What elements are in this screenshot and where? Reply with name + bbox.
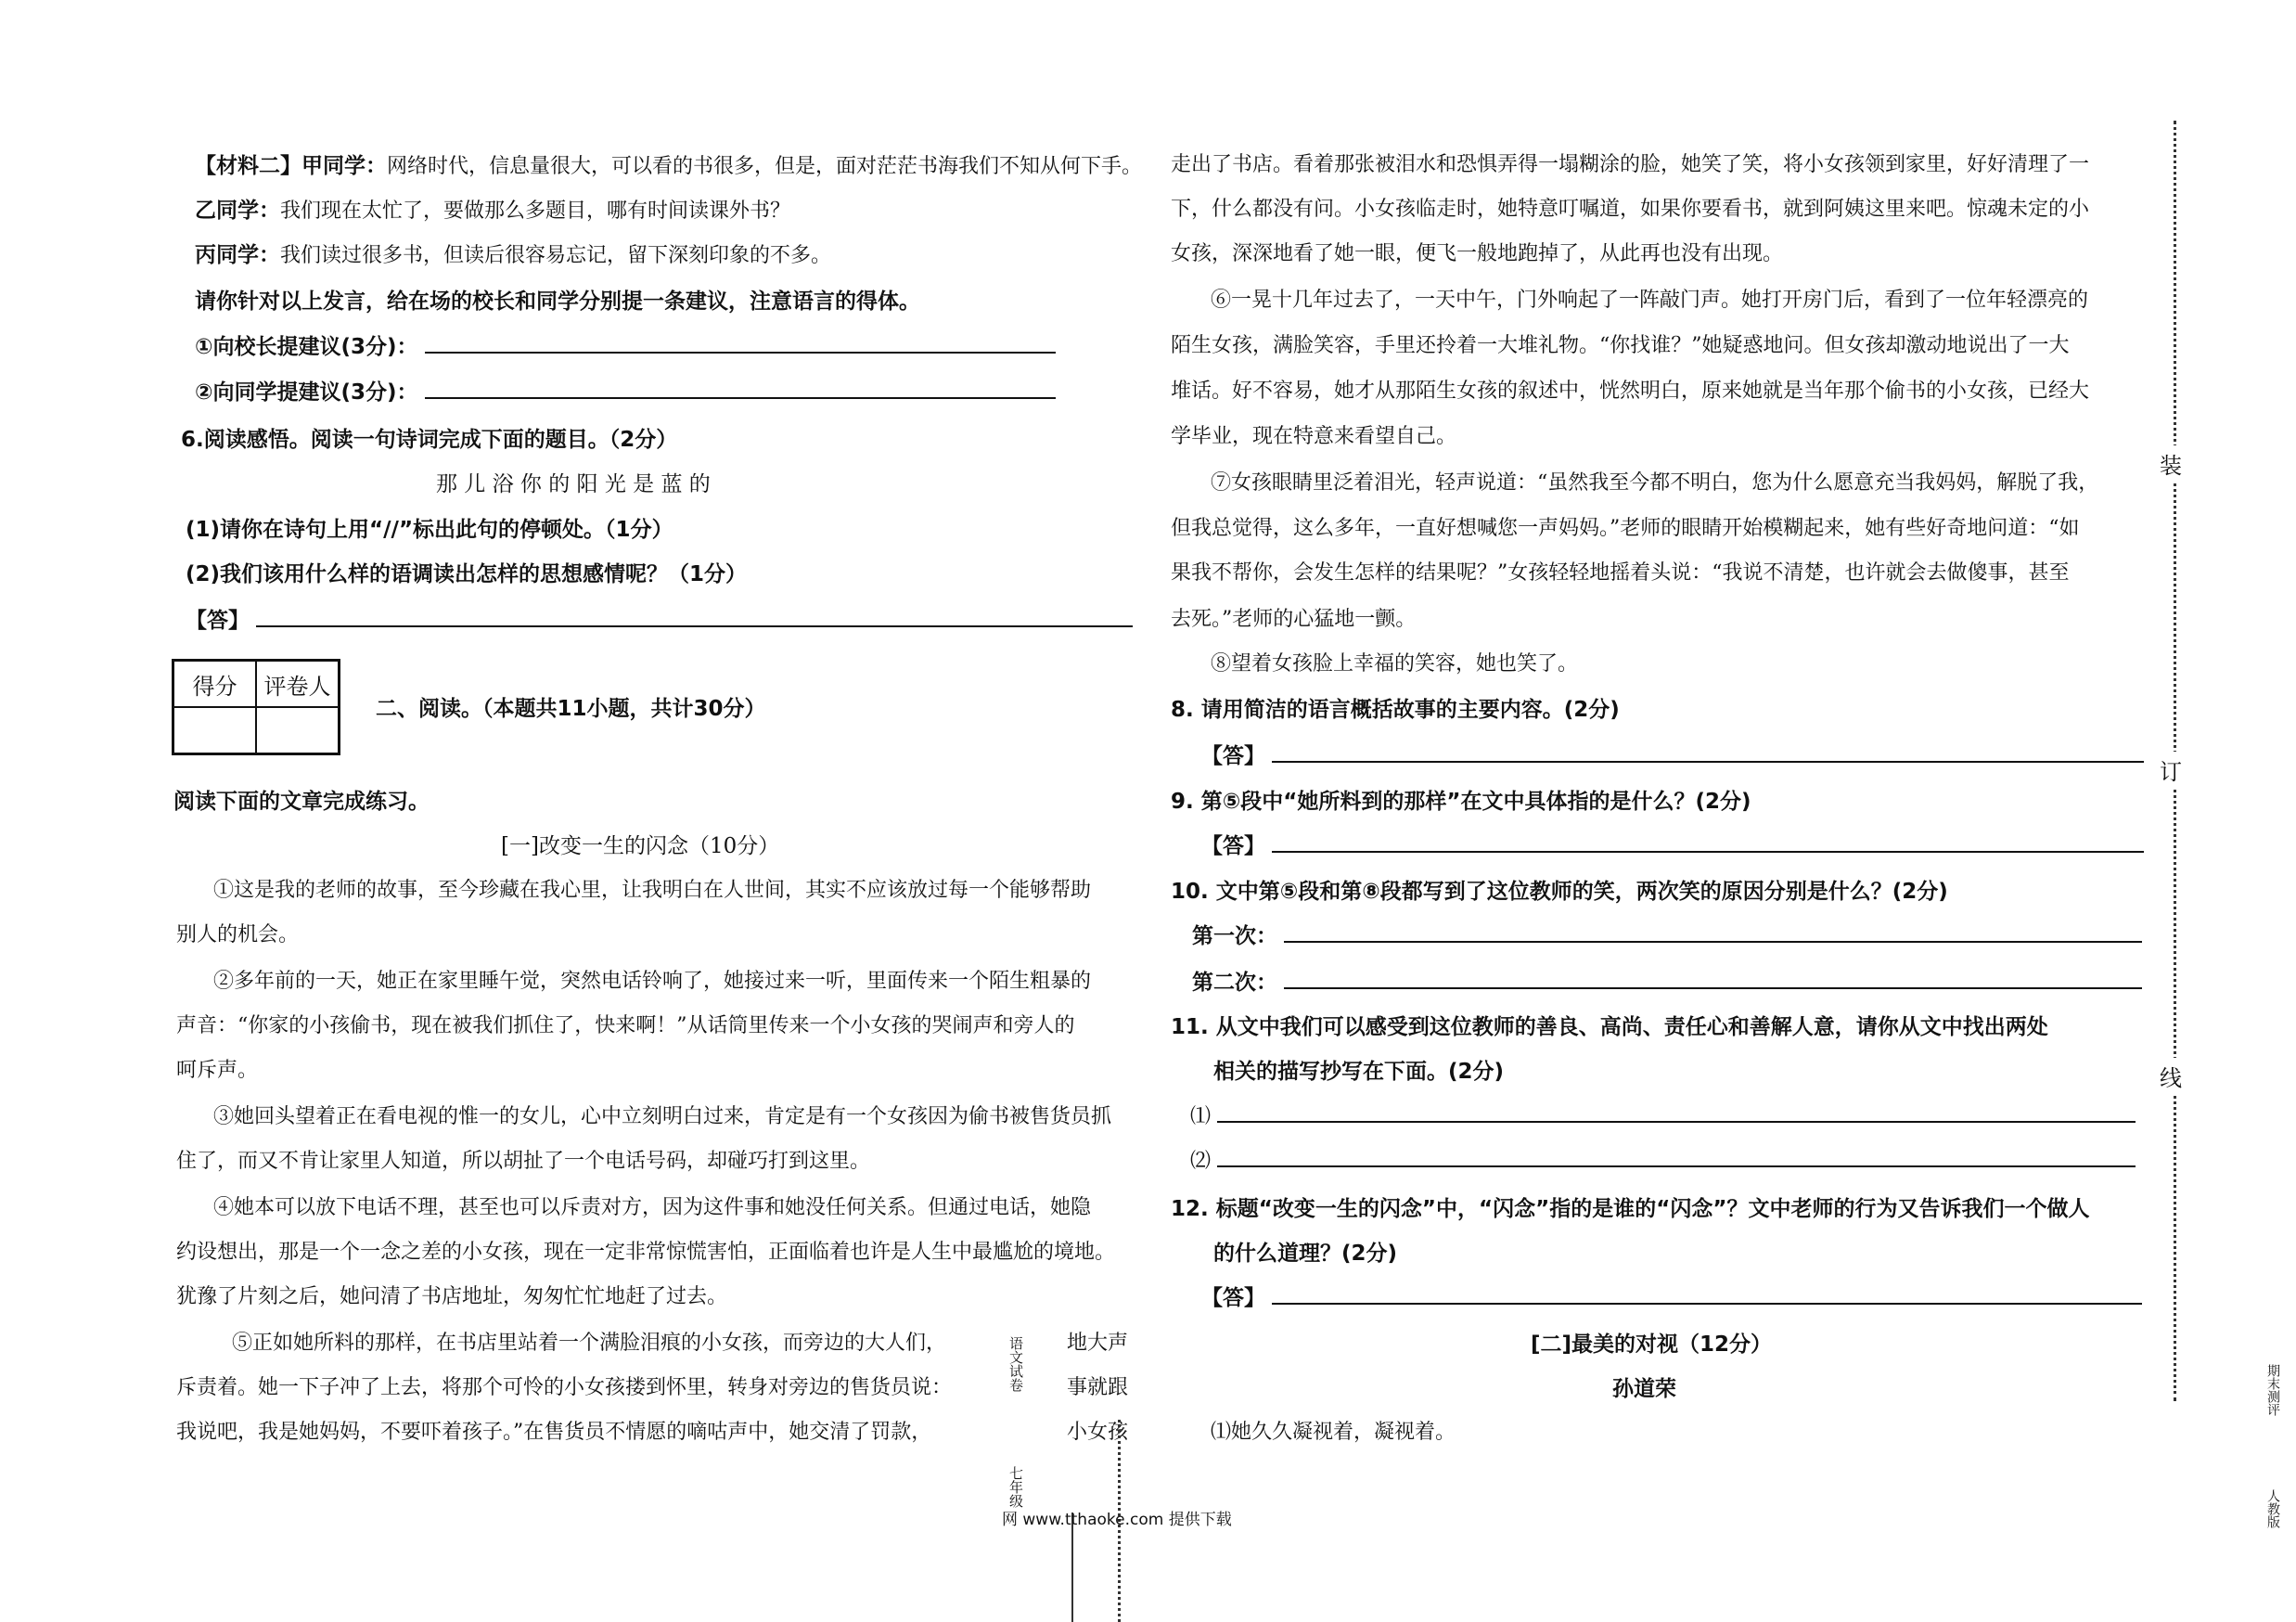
- classmates-suggestion-label: ②向同学提建议(3分)：: [195, 380, 418, 405]
- q6-part2: (2)我们该用什么样的语调读出怎样的思想感情呢？（1分）: [186, 562, 748, 586]
- passage1-title: [一]改变一生的闪念（10分）: [501, 834, 780, 858]
- answer-label: 【答】: [186, 609, 250, 633]
- p5-line3b: 小女孩: [1067, 1421, 1129, 1444]
- principal-suggestion-blank[interactable]: [425, 335, 1056, 354]
- passage2-title: [二]最美的对视（12分）: [1531, 1332, 1773, 1357]
- p5-line2b: 事就跟: [1067, 1376, 1129, 1399]
- exam-type-label: 期末测评: [2265, 1364, 2280, 1416]
- item1-label: ⑴: [1190, 1105, 1212, 1128]
- p5-line1b: 地大声: [1067, 1332, 1129, 1355]
- material2-jia-text: 网络时代，信息量很大，可以看的书很多，但是，面对茫茫书海我们不知从何下手。: [387, 155, 1143, 178]
- p6-line2: 陌生女孩，满脸笑容，手里还拎着一大堆礼物。“你找谁？”她疑惑地问。但女孩却激动地说出了一大: [1171, 334, 2070, 357]
- q9-answer-blank[interactable]: [1272, 834, 2144, 853]
- binding-char-ding: 订: [2160, 752, 2182, 788]
- yi-text: 我们现在太忙了，要做那么多题目，哪有时间读课外书？: [280, 200, 791, 223]
- r-line1: 走出了书店。看着那张被泪水和恐惧弄得一塌糊涂的脸，她笑了笑，将小女孩领到家里，好好清理了一: [1171, 153, 2090, 176]
- q11-line2: 相关的描写抄写在下面。(2分): [1213, 1060, 1505, 1084]
- p7-line4: 去死。”老师的心猛地一颤。: [1171, 608, 1417, 631]
- item1-blank[interactable]: [1217, 1104, 2136, 1123]
- p8-line: ⑧望着女孩脸上幸福的笑容，她也笑了。: [1211, 652, 1579, 676]
- bing-line: [195, 238, 831, 268]
- q9-answer-label: 【答】: [1201, 834, 1265, 858]
- item2-label: ⑵: [1190, 1150, 1212, 1173]
- q8-title: 8. 请用简洁的语言概括故事的主要内容。(2分): [1171, 698, 1620, 722]
- bing-label: 丙同学：: [195, 243, 280, 267]
- instruction: 请你针对以上发言，给在场的校长和同学分别提一条建议，注意语言的得体。: [195, 290, 920, 314]
- q12-line2: 的什么道理？(2分): [1213, 1242, 1398, 1266]
- second-time-label: 第二次：: [1192, 971, 1277, 995]
- p2-line3: 呵斥声。: [176, 1059, 259, 1082]
- edition-label: 人教版: [2265, 1489, 2280, 1528]
- q8-answer-row: [1201, 739, 2144, 769]
- vertical-subject-label: 语文试卷: [1007, 1336, 1024, 1392]
- p3-line2: 住了，而又不肯让家里人知道，所以胡扯了一个电话号码，却碰巧打到这里。: [176, 1150, 871, 1173]
- p6-line4: 学毕业，现在特意来看望自己。: [1171, 425, 1457, 448]
- binding-char-xian: 线: [2160, 1058, 2182, 1094]
- p6-line3: 堆话。好不容易，她才从那陌生女孩的叙述中，恍然明白，原来她就是当年那个偷书的小女孩，已经大: [1171, 380, 2090, 403]
- grader-cell[interactable]: [256, 707, 340, 754]
- download-footer: 网 www.tthaoke.com 提供下载: [1002, 1511, 1232, 1529]
- classmates-suggestion-row: [195, 375, 1056, 406]
- q8-answer-blank[interactable]: [1272, 744, 2144, 763]
- q11-item1-row: [1190, 1101, 2136, 1129]
- q12-answer-label: 【答】: [1201, 1286, 1265, 1310]
- first-time-label: 第一次：: [1192, 924, 1277, 948]
- material2-line: [195, 148, 1142, 179]
- p6-line1: ⑥一晃十几年过去了，一天中午，门外响起了一阵敲门声。她打开房门后，看到了一位年轻漂亮的: [1211, 289, 2089, 312]
- q10-first-row: [1192, 919, 2142, 949]
- material2-label: 【材料二】甲同学：: [195, 154, 387, 178]
- binding-char-zhuang: 装: [2160, 445, 2182, 482]
- q6-answer-row: [186, 603, 1133, 634]
- vertical-grade-label: 七年级: [1007, 1466, 1024, 1508]
- score-table: [172, 659, 340, 755]
- p5-line3a: 我说吧，我是她妈妈，不要吓着孩子。”在售货员不情愿的嘀咕声中，她交清了罚款，: [176, 1421, 932, 1444]
- score-cell[interactable]: [173, 707, 257, 754]
- principal-suggestion-label: ①向校长提建议(3分)：: [195, 335, 418, 359]
- first-time-blank[interactable]: [1284, 924, 2142, 943]
- p4-line1: ④她本可以放下电话不理，甚至也可以斥责对方，因为这件事和她没任何关系。但通过电话，她隐: [213, 1196, 1092, 1219]
- p2-line1: ②多年前的一天，她正在家里睡午觉，突然电话铃响了，她接过来一听，里面传来一个陌生粗暴的: [213, 970, 1092, 993]
- yi-line: [195, 193, 790, 224]
- p7-line3: 果我不帮你，会发生怎样的结果呢？”女孩轻轻地摇着头说：“我说不清楚，也许就会去做傻事，甚至: [1171, 561, 2070, 585]
- p2-line2: 声音：“你家的小孩偷书，现在被我们抓住了，快来啊！”从话筒里传来一个小女孩的哭闹声和旁人的: [176, 1014, 1075, 1037]
- q6-title: 6.阅读感悟。阅读一句诗词完成下面的题目。（2分）: [181, 428, 678, 452]
- poem-line: 那 儿 浴 你 的 阳 光 是 蓝 的: [436, 472, 711, 496]
- r-line3: 女孩，深深地看了她一眼，便飞一般地跑掉了，从此再也没有出现。: [1171, 242, 1784, 265]
- p1-line2: 别人的机会。: [176, 923, 300, 946]
- section2-heading: 二、阅读。（本题共11小题，共计30分）: [376, 697, 766, 721]
- passage2-p1: ⑴她久久凝视着，凝视着。: [1211, 1421, 1456, 1444]
- p7-line1: ⑦女孩眼睛里泛着泪光，轻声说道：“虽然我至今都不明白，您为什么愿意充当我妈妈，解脱了我，: [1211, 471, 2099, 495]
- principal-suggestion-row: [195, 329, 1056, 360]
- p1-line1: ①这是我的老师的故事，至今珍藏在我心里，让我明白在人世间，其实不应该放过每一个能够帮助: [213, 879, 1092, 902]
- p4-line3: 犹豫了片刻之后，她问清了书店地址，匆匆忙忙地赶了过去。: [176, 1285, 728, 1308]
- read-instruction: 阅读下面的文章完成练习。: [173, 790, 430, 814]
- p7-line2: 但我总觉得，这么多年，一直好想喊您一声妈妈。”老师的眼睛开始模糊起来，她有些好奇地问道：“如: [1171, 517, 2080, 540]
- r-line2: 下，什么都没有问。小女孩临走时，她特意叮嘱道，如果你要看书，就到阿姨这里来吧。惊魂未定的小: [1171, 198, 2090, 221]
- q9-title: 9. 第⑤段中“她所料到的那样”在文中具体指的是什么？(2分): [1171, 790, 1751, 814]
- q6-answer-blank[interactable]: [256, 609, 1133, 627]
- p5-line2a: 斥责着。她一下子冲了上去，将那个可怜的小女孩搂到怀里，转身对旁边的售货员说：: [176, 1376, 953, 1399]
- passage2-author: 孙道荣: [1612, 1377, 1676, 1401]
- score-header: 得分: [173, 661, 257, 708]
- p5-line1a: ⑤正如她所料的那样，在书店里站着一个满脸泪痕的小女孩，而旁边的大人们，: [232, 1332, 947, 1355]
- q10-second-row: [1192, 965, 2142, 996]
- second-time-blank[interactable]: [1284, 971, 2142, 989]
- q6-part1: (1)请你在诗句上用“//”标出此句的停顿处。（1分）: [186, 518, 673, 542]
- grader-header: 评卷人: [256, 661, 340, 708]
- q11-line1: 11. 从文中我们可以感受到这位教师的善良、高尚、责任心和善解人意，请你从文中找出两处: [1171, 1015, 2048, 1039]
- classmates-suggestion-blank[interactable]: [425, 380, 1056, 399]
- yi-label: 乙同学：: [195, 199, 280, 223]
- q8-answer-label: 【答】: [1201, 744, 1265, 768]
- q12-answer-blank[interactable]: [1272, 1286, 2142, 1305]
- q12-answer-row: [1201, 1281, 2142, 1311]
- q10-title: 10. 文中第⑤段和第⑧段都写到了这位教师的笑，两次笑的原因分别是什么？(2分): [1171, 880, 1948, 904]
- bing-text: 我们读过很多书，但读后很容易忘记，留下深刻印象的不多。: [280, 244, 832, 267]
- q11-item2-row: [1190, 1145, 2136, 1174]
- p4-line2: 约设想出，那是一个一念之差的小女孩，现在一定非常惊慌害怕，正面临着也许是人生中最尴尬的境地。: [176, 1241, 1116, 1264]
- p3-line1: ③她回头望着正在看电视的惟一的女儿，心中立刻明白过来，肯定是有一个女孩因为偷书被售货员抓: [213, 1105, 1112, 1128]
- q12-line1: 12. 标题“改变一生的闪念”中，“闪念”指的是谁的“闪念”？文中老师的行为又告诉我们一个做人: [1171, 1197, 2090, 1221]
- q9-answer-row: [1201, 829, 2144, 859]
- item2-blank[interactable]: [1217, 1149, 2136, 1167]
